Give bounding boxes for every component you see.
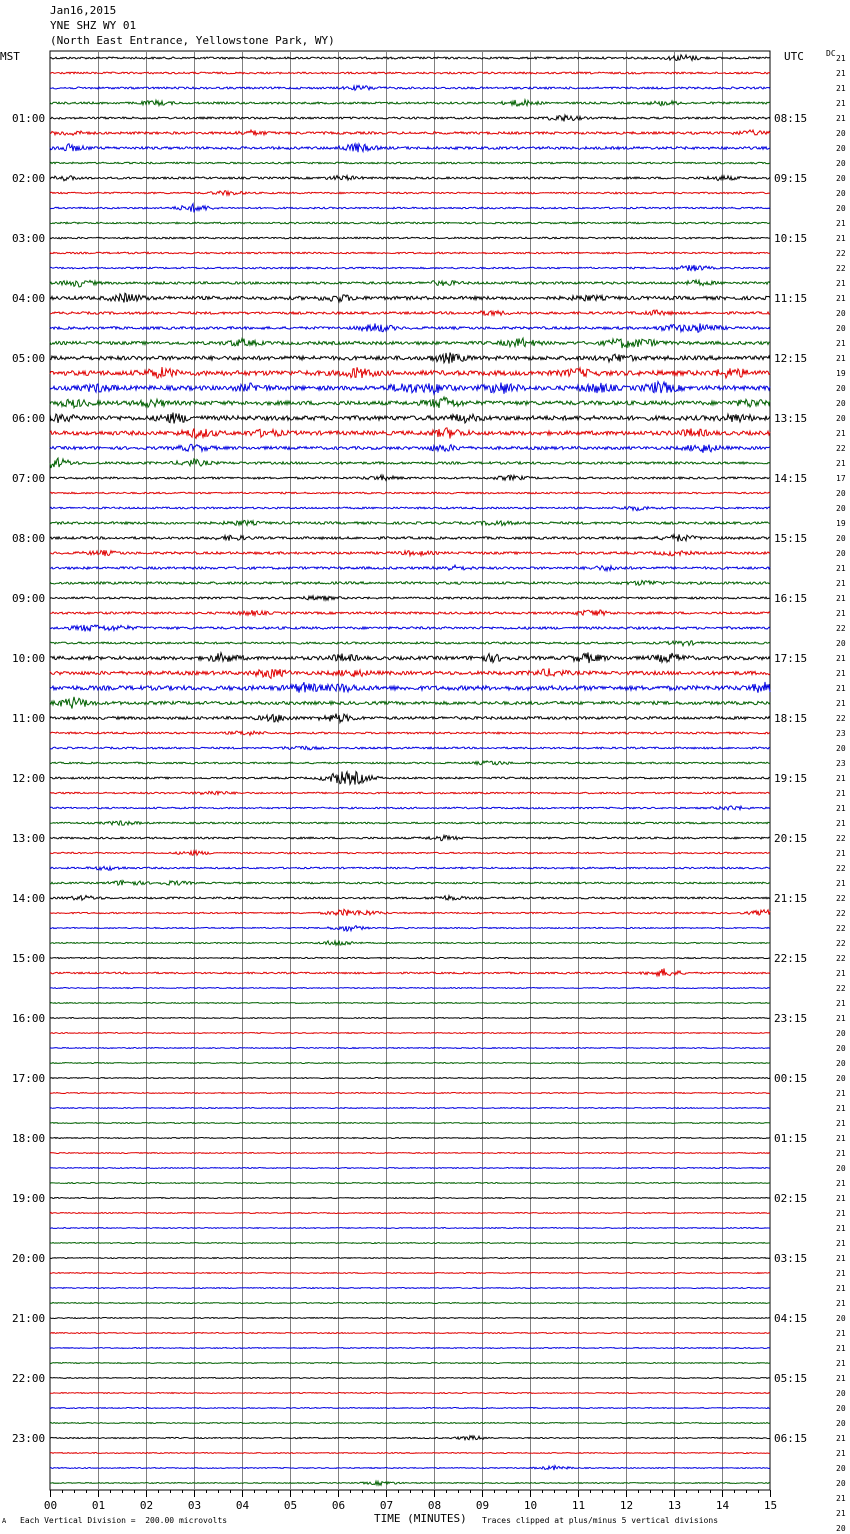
dc-offset-value: 22 xyxy=(836,864,846,873)
dc-offset-value: 20 xyxy=(836,1389,846,1398)
dc-offset-value: 20 xyxy=(836,534,846,543)
dc-offset-value: 21 xyxy=(836,354,846,363)
left-hour-label: 18:00 xyxy=(12,1132,46,1145)
left-hour-label: 07:00 xyxy=(12,472,46,485)
seismic-trace xyxy=(50,714,770,723)
left-hour-label: 19:00 xyxy=(12,1192,46,1205)
seismic-trace xyxy=(50,176,770,181)
dc-offset-value: 19 xyxy=(836,519,846,528)
dc-offset-value: 21 xyxy=(836,279,846,288)
dc-offset-value: 20 xyxy=(836,144,846,153)
dc-offset-value: 20 xyxy=(836,1029,846,1038)
dc-offset-value: 21 xyxy=(836,1509,846,1518)
dc-offset-value: 20 xyxy=(836,1524,846,1533)
x-tick-label: 12 xyxy=(619,1499,634,1512)
right-hour-label: 14:15 xyxy=(774,472,808,485)
dc-offset-value: 22 xyxy=(836,984,846,993)
seismic-trace xyxy=(50,1303,770,1304)
seismic-trace xyxy=(50,1333,770,1334)
seismic-trace xyxy=(50,1003,770,1004)
x-tick-label: 13 xyxy=(667,1499,682,1512)
seismic-trace xyxy=(50,338,770,348)
seismic-trace xyxy=(50,1408,770,1409)
seismic-trace xyxy=(50,1078,770,1079)
seismic-trace xyxy=(50,1466,770,1471)
dc-offset-value: 22 xyxy=(836,894,846,903)
seismic-trace xyxy=(50,520,770,525)
dc-offset-value: 21 xyxy=(836,1344,846,1353)
right-hour-label: 22:15 xyxy=(774,952,808,965)
seismic-trace xyxy=(50,100,770,106)
seismic-trace xyxy=(50,1198,770,1199)
seismic-trace xyxy=(50,353,770,364)
dc-offset-value: 21 xyxy=(836,654,846,663)
dc-offset-value: 21 xyxy=(836,69,846,78)
dc-offset-value: 21 xyxy=(836,564,846,573)
dc-offset-value: 21 xyxy=(836,579,846,588)
seismic-trace xyxy=(50,941,770,946)
seismic-trace xyxy=(50,1288,770,1289)
seismic-trace xyxy=(50,866,770,870)
seismic-trace xyxy=(50,1481,770,1485)
dc-offset-value: 21 xyxy=(836,774,846,783)
seismic-trace xyxy=(50,957,770,958)
seismic-trace xyxy=(50,1018,770,1019)
dc-offset-value: 21 xyxy=(836,1134,846,1143)
seismic-trace xyxy=(50,1436,770,1440)
seismic-trace xyxy=(50,1423,770,1424)
right-hour-label: 02:15 xyxy=(774,1192,808,1205)
seismic-trace xyxy=(50,413,770,424)
dc-offset-value: 20 xyxy=(836,324,846,333)
left-hour-label: 04:00 xyxy=(12,292,46,305)
dc-offset-value: 21 xyxy=(836,1284,846,1293)
dc-offset-value: 21 xyxy=(836,609,846,618)
seismic-trace xyxy=(50,821,770,825)
dc-offset-value: 20 xyxy=(836,1479,846,1488)
seismic-trace xyxy=(50,1228,770,1229)
seismic-trace xyxy=(50,222,770,224)
seismic-trace xyxy=(50,1258,770,1259)
dc-offset-value: 22 xyxy=(836,939,846,948)
seismic-trace xyxy=(50,382,770,394)
left-hour-label: 15:00 xyxy=(12,952,46,965)
dc-offset-value: 21 xyxy=(836,459,846,468)
seismic-trace xyxy=(50,1168,770,1169)
x-tick-label: 01 xyxy=(91,1499,106,1512)
dc-offset-value: 21 xyxy=(836,1014,846,1023)
x-tick-label: 07 xyxy=(379,1499,394,1512)
dc-offset-value: 21 xyxy=(836,294,846,303)
x-tick-label: 00 xyxy=(43,1499,58,1512)
left-hour-label: 13:00 xyxy=(12,832,46,845)
seismic-trace xyxy=(50,682,770,693)
seismic-trace xyxy=(50,1348,770,1349)
left-hour-label: 01:00 xyxy=(12,112,46,125)
seismic-trace xyxy=(50,162,770,164)
left-hour-label: 23:00 xyxy=(12,1432,46,1445)
left-hour-label: 12:00 xyxy=(12,772,46,785)
dc-offset-value: 23 xyxy=(836,729,846,738)
seismic-trace xyxy=(50,475,770,480)
header-date: Jan16,2015 xyxy=(50,4,117,17)
seismic-trace xyxy=(50,772,770,785)
dc-offset-value: 20 xyxy=(836,159,846,168)
seismic-trace xyxy=(50,909,770,915)
dc-offset-value: 21 xyxy=(836,1224,846,1233)
seismic-trace xyxy=(50,968,770,976)
seismic-trace xyxy=(50,835,770,840)
dc-offset-value: 21 xyxy=(836,1104,846,1113)
seismic-trace xyxy=(50,252,770,254)
seismic-trace xyxy=(50,1453,770,1454)
dc-offset-value: 22 xyxy=(836,954,846,963)
seismic-trace xyxy=(50,610,770,616)
dc-offset-value: 21 xyxy=(836,429,846,438)
x-tick-label: 02 xyxy=(139,1499,154,1512)
right-timezone-label: UTC xyxy=(784,50,804,63)
seismic-trace xyxy=(50,265,770,271)
seismic-trace xyxy=(50,1318,770,1319)
seismic-trace xyxy=(50,806,770,810)
dc-offset-value: 21 xyxy=(836,1179,846,1188)
left-hour-label: 08:00 xyxy=(12,532,46,545)
right-hour-label: 08:15 xyxy=(774,112,808,125)
dc-offset-value: 20 xyxy=(836,744,846,753)
dc-offset-value: 21 xyxy=(836,789,846,798)
seismic-trace xyxy=(50,625,770,631)
seismic-trace xyxy=(50,191,770,196)
seismic-trace xyxy=(50,761,770,765)
dc-offset-value: 21 xyxy=(836,114,846,123)
seismic-trace xyxy=(50,323,770,332)
dc-offset-value: 20 xyxy=(836,1464,846,1473)
dc-offset-value: 21 xyxy=(836,804,846,813)
seismic-trace xyxy=(50,697,770,709)
left-hour-label: 21:00 xyxy=(12,1312,46,1325)
seismic-trace xyxy=(50,444,770,453)
seismic-trace xyxy=(50,1393,770,1394)
left-hour-label: 16:00 xyxy=(12,1012,46,1025)
seismic-trace xyxy=(50,534,770,541)
dc-offset-value: 21 xyxy=(836,1299,846,1308)
dc-offset-value: 20 xyxy=(836,1059,846,1068)
dc-offset-value: 21 xyxy=(836,1119,846,1128)
right-hour-label: 18:15 xyxy=(774,712,808,725)
seismic-trace xyxy=(50,397,770,408)
dc-offset-value: 20 xyxy=(836,309,846,318)
seismic-trace xyxy=(50,746,770,750)
right-hour-label: 23:15 xyxy=(774,1012,808,1025)
seismic-trace xyxy=(50,1093,770,1094)
left-hour-label: 11:00 xyxy=(12,712,46,725)
x-tick-label: 05 xyxy=(283,1499,298,1512)
left-hour-label: 05:00 xyxy=(12,352,46,365)
dc-offset-value: 20 xyxy=(836,129,846,138)
x-tick-label: 11 xyxy=(571,1499,586,1512)
right-hour-label: 11:15 xyxy=(774,292,808,305)
dc-offset-value: 22 xyxy=(836,714,846,723)
seismic-trace xyxy=(50,791,770,794)
dc-offset-value: 21 xyxy=(836,1494,846,1503)
seismic-trace xyxy=(50,204,770,213)
seismic-trace xyxy=(50,492,770,494)
seismic-trace xyxy=(50,130,770,135)
dc-offset-value: 20 xyxy=(836,1419,846,1428)
left-hour-label: 22:00 xyxy=(12,1372,46,1385)
seismic-trace xyxy=(50,926,770,932)
dc-offset-value: 22 xyxy=(836,909,846,918)
header-location: (North East Entrance, Yellowstone Park, WY) xyxy=(50,34,335,47)
dc-offset-value: 22 xyxy=(836,264,846,273)
dc-offset-value: 21 xyxy=(836,1254,846,1263)
plot-frame xyxy=(50,51,770,1490)
seismic-trace xyxy=(50,458,770,468)
x-tick-label: 09 xyxy=(475,1499,490,1512)
seismic-trace xyxy=(50,1063,770,1064)
dc-offset-value: 21 xyxy=(836,1329,846,1338)
right-hour-label: 06:15 xyxy=(774,1432,808,1445)
dc-offset-value: 17 xyxy=(836,474,846,483)
seismic-trace xyxy=(50,1378,770,1379)
right-hour-label: 20:15 xyxy=(774,832,808,845)
x-tick-label: 10 xyxy=(523,1499,538,1512)
dc-offset-value: 21 xyxy=(836,999,846,1008)
seismic-trace xyxy=(50,1108,770,1109)
right-hour-label: 03:15 xyxy=(774,1252,808,1265)
seismic-trace xyxy=(50,731,770,735)
dc-offset-value: 21 xyxy=(836,879,846,888)
dc-offset-value: 22 xyxy=(836,444,846,453)
dc-offset-value: 20 xyxy=(836,1164,846,1173)
dc-offset-value: 21 xyxy=(836,1089,846,1098)
dc-offset-value: 23 xyxy=(836,759,846,768)
seismic-trace xyxy=(50,881,770,886)
right-hour-label: 19:15 xyxy=(774,772,808,785)
seismic-trace xyxy=(50,280,770,287)
dc-offset-value: 20 xyxy=(836,414,846,423)
dc-offset-value: 21 xyxy=(836,819,846,828)
dc-offset-value: 21 xyxy=(836,54,846,63)
dc-offset-value: 21 xyxy=(836,234,846,243)
seismic-trace xyxy=(50,1213,770,1214)
seismic-trace xyxy=(50,428,770,439)
dc-offset-value: 21 xyxy=(836,1449,846,1458)
seismic-trace xyxy=(50,86,770,91)
dc-offset-value: 21 xyxy=(836,969,846,978)
left-hour-label: 10:00 xyxy=(12,652,46,665)
dc-offset-value: 21 xyxy=(836,1239,846,1248)
x-tick-label: 14 xyxy=(715,1499,730,1512)
right-hour-label: 01:15 xyxy=(774,1132,808,1145)
right-hour-label: 13:15 xyxy=(774,412,808,425)
seismic-trace xyxy=(50,596,770,600)
left-hour-label: 17:00 xyxy=(12,1072,46,1085)
left-hour-label: 09:00 xyxy=(12,592,46,605)
dc-offset-value: 21 xyxy=(836,1269,846,1278)
right-hour-label: 09:15 xyxy=(774,172,808,185)
seismic-trace xyxy=(50,72,770,74)
corner-mark: A xyxy=(2,1517,7,1525)
left-hour-label: 06:00 xyxy=(12,412,46,425)
x-tick-label: 06 xyxy=(331,1499,346,1512)
dc-offset-value: 20 xyxy=(836,189,846,198)
x-tick-label: 15 xyxy=(763,1499,778,1512)
x-axis-title: TIME (MINUTES) xyxy=(374,1512,467,1525)
dc-offset-value: 21 xyxy=(836,699,846,708)
dc-offset-value: 20 xyxy=(836,1074,846,1083)
dc-offset-value: 20 xyxy=(836,174,846,183)
dc-offset-value: 21 xyxy=(836,1434,846,1443)
dc-offset-value: 21 xyxy=(836,684,846,693)
right-hour-label: 17:15 xyxy=(774,652,808,665)
right-hour-label: 05:15 xyxy=(774,1372,808,1385)
seismic-trace xyxy=(50,115,770,121)
dc-offset-value: 20 xyxy=(836,399,846,408)
dc-offset-value: 20 xyxy=(836,549,846,558)
seismic-trace xyxy=(50,507,770,511)
dc-offset-value: 20 xyxy=(836,504,846,513)
seismic-trace xyxy=(50,1363,770,1364)
dc-offset-value: 19 xyxy=(836,369,846,378)
dc-offset-value: 21 xyxy=(836,84,846,93)
seismic-trace xyxy=(50,1138,770,1139)
left-hour-label: 14:00 xyxy=(12,892,46,905)
seismic-trace xyxy=(50,1033,770,1034)
right-hour-label: 04:15 xyxy=(774,1312,808,1325)
x-tick-label: 08 xyxy=(427,1499,442,1512)
clip-note: Traces clipped at plus/minus 5 vertical divisions xyxy=(482,1516,719,1525)
dc-offset-value: 21 xyxy=(836,669,846,678)
seismic-trace xyxy=(50,55,770,61)
x-tick-label: 04 xyxy=(235,1499,250,1512)
right-hour-label: 21:15 xyxy=(774,892,808,905)
right-hour-label: 16:15 xyxy=(774,592,808,605)
dc-offset-value: 21 xyxy=(836,1194,846,1203)
dc-offset-value: 22 xyxy=(836,834,846,843)
seismic-trace xyxy=(50,652,770,663)
seismic-trace xyxy=(50,310,770,315)
dc-offset-value: 20 xyxy=(836,489,846,498)
dc-offset-value: 21 xyxy=(836,339,846,348)
seismic-trace xyxy=(50,293,770,302)
seismic-trace xyxy=(50,668,770,678)
dc-offset-value: 22 xyxy=(836,249,846,258)
right-hour-label: 00:15 xyxy=(774,1072,808,1085)
right-hour-label: 12:15 xyxy=(774,352,808,365)
seismic-trace xyxy=(50,1153,770,1154)
x-tick-label: 03 xyxy=(187,1499,202,1512)
seismic-trace xyxy=(50,1243,770,1244)
header-station: YNE SHZ WY 01 xyxy=(50,19,137,32)
dc-offset-value: 21 xyxy=(836,1374,846,1383)
seismic-trace xyxy=(50,550,770,556)
right-hour-label: 15:15 xyxy=(774,532,808,545)
dc-offset-value: 20 xyxy=(836,1044,846,1053)
dc-offset-value: 21 xyxy=(836,1149,846,1158)
left-hour-label: 02:00 xyxy=(12,172,46,185)
dc-offset-value: 20 xyxy=(836,1314,846,1323)
dc-offset-value: 21 xyxy=(836,594,846,603)
dc-offset-value: 21 xyxy=(836,849,846,858)
seismic-trace xyxy=(50,641,770,646)
seismic-trace xyxy=(50,896,770,901)
seismic-trace xyxy=(50,367,770,378)
dc-offset-value: 20 xyxy=(836,384,846,393)
dc-offset-value: 20 xyxy=(836,639,846,648)
seismic-trace xyxy=(50,1048,770,1049)
seismic-trace xyxy=(50,1123,770,1124)
dc-offset-value: 21 xyxy=(836,1359,846,1368)
seismic-trace xyxy=(50,851,770,856)
dc-offset-value: 22 xyxy=(836,624,846,633)
dc-offset-value: 21 xyxy=(836,219,846,228)
seismic-trace xyxy=(50,144,770,153)
right-hour-label: 10:15 xyxy=(774,232,808,245)
dc-offset-value: 20 xyxy=(836,204,846,213)
seismic-trace xyxy=(50,988,770,989)
dc-offset-value: 20 xyxy=(836,1404,846,1413)
seismic-trace xyxy=(50,565,770,571)
dc-offset-value: 21 xyxy=(836,99,846,108)
left-hour-label: 03:00 xyxy=(12,232,46,245)
seismic-trace xyxy=(50,1183,770,1184)
dc-offset-value: 22 xyxy=(836,924,846,933)
seismic-trace xyxy=(50,1273,770,1274)
seismic-trace xyxy=(50,581,770,586)
seismic-trace xyxy=(50,237,770,239)
left-hour-label: 20:00 xyxy=(12,1252,46,1265)
dc-offset-value: 21 xyxy=(836,1209,846,1218)
dc-header-label: DC xyxy=(826,49,836,58)
scale-note: Each Vertical Division = 200.00 microvolts xyxy=(20,1516,228,1525)
left-timezone-label: MST xyxy=(0,50,20,63)
